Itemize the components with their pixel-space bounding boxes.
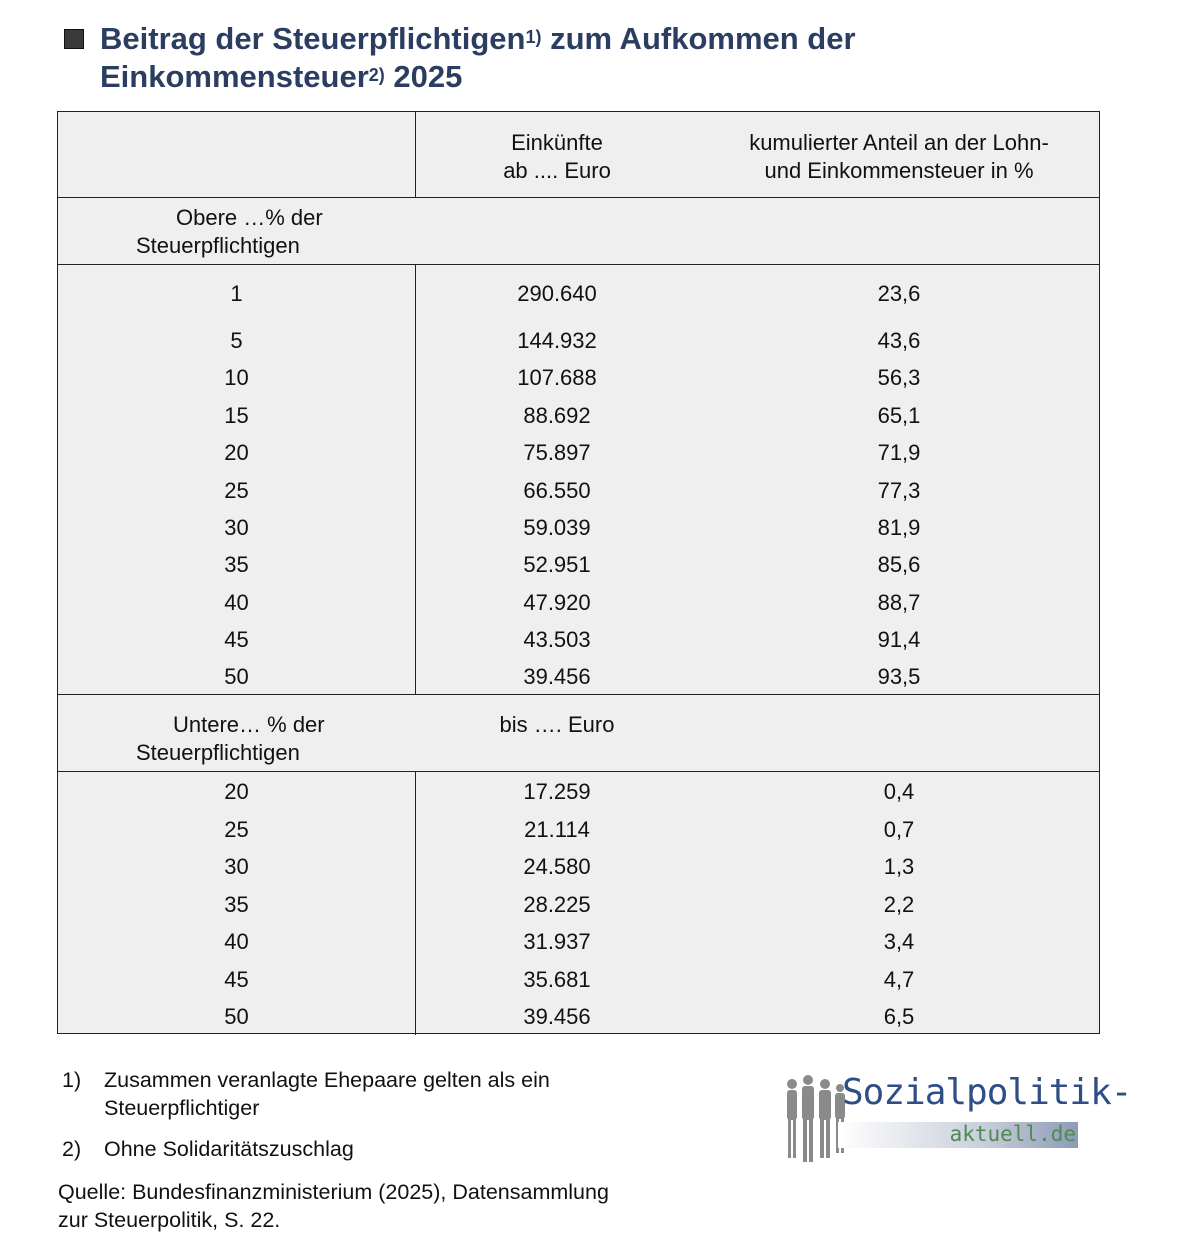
row-income-cell: 88.692 (523, 403, 591, 428)
row-percent-cell: 30 (224, 515, 249, 540)
section-bottom-income-label: bis …. Euro (499, 712, 615, 737)
row-share-cell: 93,5 (877, 664, 921, 689)
row-share-cell: 91,4 (877, 627, 921, 652)
row-percent-cell: 45 (224, 627, 249, 652)
footnote-2: 2) Ohne Solidaritätszuschlag (62, 1137, 354, 1161)
row-percent-cell: 15 (224, 403, 249, 428)
row-income-cell: 66.550 (523, 478, 591, 503)
row-share-cell: 1,3 (883, 854, 915, 879)
row-income-cell: 43.503 (523, 627, 591, 652)
row-income-cell: 39.456 (523, 1004, 591, 1029)
row-percent-cell: 40 (224, 590, 249, 615)
row-percent-cell: 25 (224, 816, 249, 842)
row-share-cell: 2,2 (883, 891, 915, 917)
logo-domain-text: aktuell.de (949, 1122, 1076, 1146)
row-share-cell: 0,7 (883, 816, 915, 842)
row-share-cell: 43,6 (877, 328, 921, 353)
title-text: Beitrag der Steuerpflichtigen$^{1)}$ zum Aufkommen der Einkommensteuer$^{2)}$ 2025 (100, 21, 856, 94)
row-percent-cell: 20 (224, 440, 249, 465)
row-percent-cell: 10 (224, 365, 249, 390)
row-percent-cell: 50 (224, 1004, 249, 1029)
row-income-cell: 31.937 (523, 929, 591, 954)
row-percent-cell: 35 (224, 891, 249, 917)
row-income-cell: 59.039 (523, 515, 591, 540)
header-cumulative-share: kumulierter Anteil an der Lohn- und Einkommensteuer in % (749, 130, 1049, 183)
row-share-cell: 85,6 (877, 552, 921, 577)
row-income-cell: 35.681 (523, 966, 591, 992)
row-percent-cell: 25 (224, 478, 249, 503)
row-share-cell: 56,3 (877, 365, 921, 390)
square-bullet-icon (64, 29, 84, 49)
logo-brand-text: Sozialpolitik- (842, 1072, 1132, 1113)
row-percent-cell: 20 (224, 779, 249, 804)
section-bottom-divider (58, 771, 1099, 772)
row-income-cell: 107.688 (517, 365, 597, 390)
sozialpolitik-logo[interactable] (780, 1070, 1132, 1166)
row-income-cell: 52.951 (523, 552, 591, 577)
row-income-cell: 39.456 (523, 664, 591, 689)
row-percent-cell: 30 (224, 854, 249, 879)
source-note: Quelle: Bundesfinanzministerium (2025), Datensammlung zur Steuerpolitik, S. 22. (58, 1180, 609, 1232)
section-split-divider (58, 694, 1099, 695)
row-percent-cell: 40 (224, 929, 249, 954)
row-percent-cell: 50 (224, 664, 249, 689)
row-income-cell: 28.225 (523, 891, 591, 917)
row-percent-cell: 1 (230, 281, 243, 306)
row-income-cell: 17.259 (523, 779, 591, 804)
row-income-cell: 47.920 (523, 590, 591, 615)
row-share-cell: 0,4 (883, 779, 915, 804)
section-top-label: Obere …% der Steuerpflichtigen (136, 205, 323, 258)
page-title (64, 20, 1064, 96)
row-share-cell: 65,1 (877, 403, 921, 428)
row-share-cell: 6,5 (883, 1004, 915, 1029)
row-income-cell: 144.932 (517, 328, 597, 353)
row-income-cell: 24.580 (523, 854, 591, 879)
row-share-cell: 3,4 (883, 929, 915, 954)
header-income: Einkünfte ab .... Euro (503, 130, 611, 183)
section-top-divider (58, 264, 1099, 265)
row-percent-cell: 45 (224, 966, 249, 992)
footnote-1: 1) Zusammen veranlagte Ehepaare gelten als ein Steuerpflichtiger (62, 1068, 550, 1120)
row-share-cell: 23,6 (877, 281, 921, 306)
row-share-cell: 71,9 (877, 440, 921, 465)
row-percent-cell: 35 (224, 552, 249, 577)
section-bottom-label: Untere… % der Steuerpflichtigen (136, 712, 325, 765)
row-share-cell: 77,3 (877, 478, 921, 503)
row-income-cell: 290.640 (517, 281, 597, 306)
header-divider (58, 197, 1099, 198)
row-income-cell: 21.114 (524, 816, 590, 842)
people-silhouette-icon (780, 1070, 850, 1166)
row-income-cell: 75.897 (523, 440, 591, 465)
row-share-cell: 4,7 (883, 966, 915, 992)
row-percent-cell: 5 (230, 328, 243, 353)
tax-share-table (57, 111, 1100, 1034)
row-share-cell: 88,7 (877, 590, 921, 615)
row-share-cell: 81,9 (877, 515, 921, 540)
